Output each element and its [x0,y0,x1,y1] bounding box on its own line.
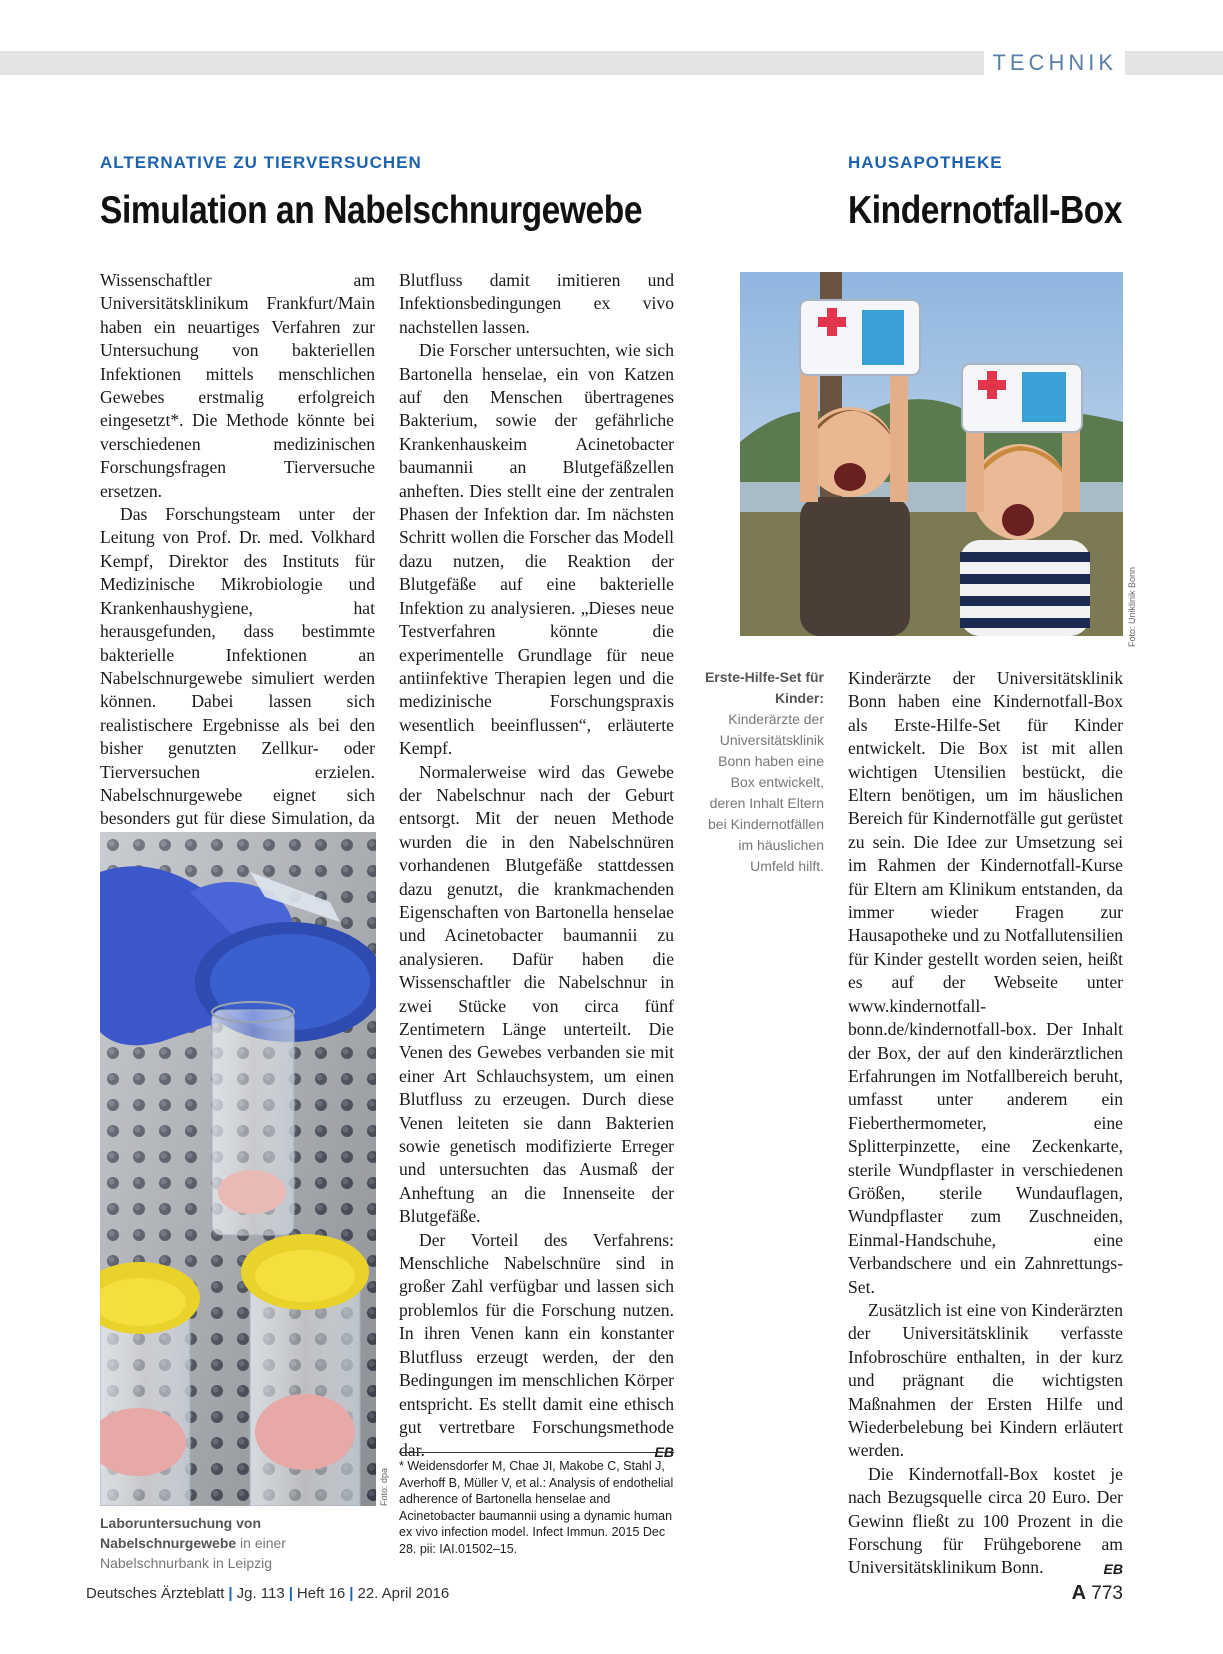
article1-column-2 [399,269,674,1465]
page-prefix: A [1071,1582,1087,1604]
issue-date: 22. April 2016 [357,1585,450,1602]
journal-name: Deutsches Ärzteblatt [86,1585,225,1602]
article2-title: Kindernotfall-Box [848,189,1123,232]
kids-photo [740,272,1123,636]
photo-credit: Foto: Uniklinik Bonn [1127,567,1137,648]
page-number-value: 773 [1091,1583,1123,1604]
paragraph: Normalerweise wird das Gewebe der Nabelschnur nach der Geburt entsorgt. Mit der neuen Methode wurden die in den Nabelschnüren vorhandenen Blutgefäße stattdessen dazu genutzt, die krankmachenden Eigenschaften von Bartonella henselae und Acinetobacter baumannii zu analysieren. Dafür haben die Wissenschaftler die Nabelschnur in zwei Stücke von circa fünf Zentimetern Länge unterteilt. Die Venen des Gewebes verbanden sie mit einer Art Schlauchsystem, um einen Blutfluss zu erzeugen. Durch diese Venen leiteten sie dann Bakterien sowie genetisch modifizierte Erreger und untersuchten das Ausmaß der Anheftung an die Innenseite der Blutgefäße. [399,761,674,1227]
article2-column [848,667,1123,1582]
caption-bold: Laboruntersuchung von Nabelschnurgewebe [100,1515,261,1551]
footnote: * Weidensdorfer M, Chae JI, Makobe C, Stahl J, Averhoff B, Müller V, et al.: Analysis of endothelial adherence of Bartonella henselae and Acinetobacter baumannii using a dynamic human ex vivo infection model. Infect Immun. 2015 Dec 28. pii: IAI.01502–15. [399,1459,674,1556]
photo-caption [100,1513,380,1573]
article1-title: Simulation an Nabelschnurgewebe [100,189,643,232]
article1-kicker: ALTERNATIVE ZU TIERVERSUCHEN [100,153,422,172]
caption-text: Kinderärzte der Universitätsklinik Bonn haben eine Box entwickelt, deren Inhalt Eltern bei Kindernotfällen im häuslichen Umfeld hilft. [708,711,824,874]
paragraph [399,1229,674,1463]
article1-column-1 [100,269,375,854]
kids-photo-illustration [740,272,1123,636]
author-signature: EB [1103,1561,1123,1578]
paragraph-text: Der Vorteil des Verfahrens: Menschliche Nabelschnüre sind in großer Zahl verfügbar und lassen sich problemlos für die Forschung nutzen. In ihren Venen kann ein konstanter Blutfluss erzeugt werden, der den Bedingungen im menschlichen Körper entspricht. Es stellt damit eine ethisch gut vertretbare Forschungsmethode dar. [399,1229,674,1461]
volume: Jg. 113 [236,1585,285,1602]
caption-text: in einer Nabelschnurbank in Leipzig [100,1535,286,1571]
side-caption [700,667,824,877]
article2-kicker: HAUSAPOTHEKE [848,153,1003,172]
page-number [1072,1582,1123,1605]
footer-citation: Deutsches Ärzteblatt | Jg. 113 | Heft 16 | 22. April 2016 [86,1585,450,1602]
issue: Heft 16 [296,1585,346,1602]
paragraph: Blutfluss damit imitieren und Infektionsbedingungen ex vivo nachstellen lassen. [399,270,674,337]
paragraph: Die Forscher untersuchten, wie sich Bartonella henselae, ein von Katzen auf den Menschen übertragenes Bakterium, sowie der gefährliche Krankenhauskeim Acinetobacter baumannii an Blutgefäßzellen anheften. Dies stellt eine der zentralen Phasen der Infektion dar. Im nächsten Schritt wollen die Forscher das Modell dazu nutzen, die Reaktion der Blutgefäße auf eine bakterielle Infektion zu analysieren. „Dieses neue Testverfahren könnte die experimentelle Grundlage für neue antiinfektive Therapien legen und die medizinische Forschungspraxis wesentlich beeinflussen“, erläuterte Kempf. [399,340,674,759]
paragraph: Das Forschungsteam unter der Leitung von Prof. Dr. med. Volkhard Kempf, Direktor des Instituts für Medizinische Mikrobiologie und Krankenhaushygiene, hat herausgefunden, dass bestimmte bakterielle Infektionen an Nabelschnurgewebe simuliert werden können. Dabei lassen sich realistischere Ergebnisse als bei den bisher genutzten Zellkur- oder Tierversuchen erzielen. Nabelschnurgewebe eignet sich besonders gut für diese Simulation, da [100,504,375,829]
lab-photo [100,832,376,1506]
paragraph [848,1463,1123,1580]
lab-photo-illustration [100,832,376,1506]
section-label: TECHNIK [984,48,1125,78]
photo-credit: Foto: dpa [379,1468,389,1507]
paragraph: Kinderärzte der Universitätsklinik Bonn haben eine Kindernotfall-Box als Erste-Hilfe-Set für Kinder entwickelt. Die Box ist mit allen wichtigen Utensilien bestückt, die Eltern benötigen, um im häuslichen Bereich für Kindernotfälle gut gerüstet zu sein. Die Idee zur Umsetzung sei im Rahmen der Kindernotfall-Kurse für Eltern am Klinikum entstanden, da immer wieder Fragen zur Hausapotheke und zu Notfallutensilien für Kinder gestellt worden seien, heißt es auf der Webseite unter www.kindernotfall-bonn.de/kindernotfall-box. Der Inhalt der Box, der auf den kinderärztlichen Erfahrungen im Notfallbereich beruht, umfasst unter anderem ein Fieberthermometer, eine Splitterpinzette, eine Zeckenkarte, sterile Wundpflaster in verschiedenen Größen, sterile Wundauflagen, Wundpflaster zum Zuschneiden, Einmal-Handschuhe, eine Verbandschere und ein Zahnrettungs-Set. [848,668,1123,1297]
paragraph: Zusätzlich ist eine von Kinderärzten der Universitätsklinik verfasste Infobroschüre enthalten, in der kurz und prägnant die wichtigsten Maßnahmen der Ersten Hilfe und Wiederbelebung bei Kindern erläutert werden. [848,1299,1124,1461]
caption-bold: Erste-Hilfe-Set für Kinder: [704,669,824,706]
footnote-rule [399,1452,674,1453]
author-signature: EB [654,1444,674,1461]
paragraph: Wissenschaftler am Universitätsklinikum Frankfurt/Main haben ein neuartiges Verfahren zur Untersuchung von bakteriellen Infektionen mittels menschlichen Gewebes erstmalig erfolgreich eingesetzt*. Die Methode könnte bei verschiedenen medizinischen Forschungsfragen Tierversuche ersetzen. [100,270,375,501]
paragraph-text: Die Kindernotfall-Box kostet je nach Bezugsquelle circa 20 Euro. Der Gewinn fließt zu 100 Prozent in die Forschung für Frühgeborene am Universitätsklinikum Bonn. [848,1463,1123,1578]
